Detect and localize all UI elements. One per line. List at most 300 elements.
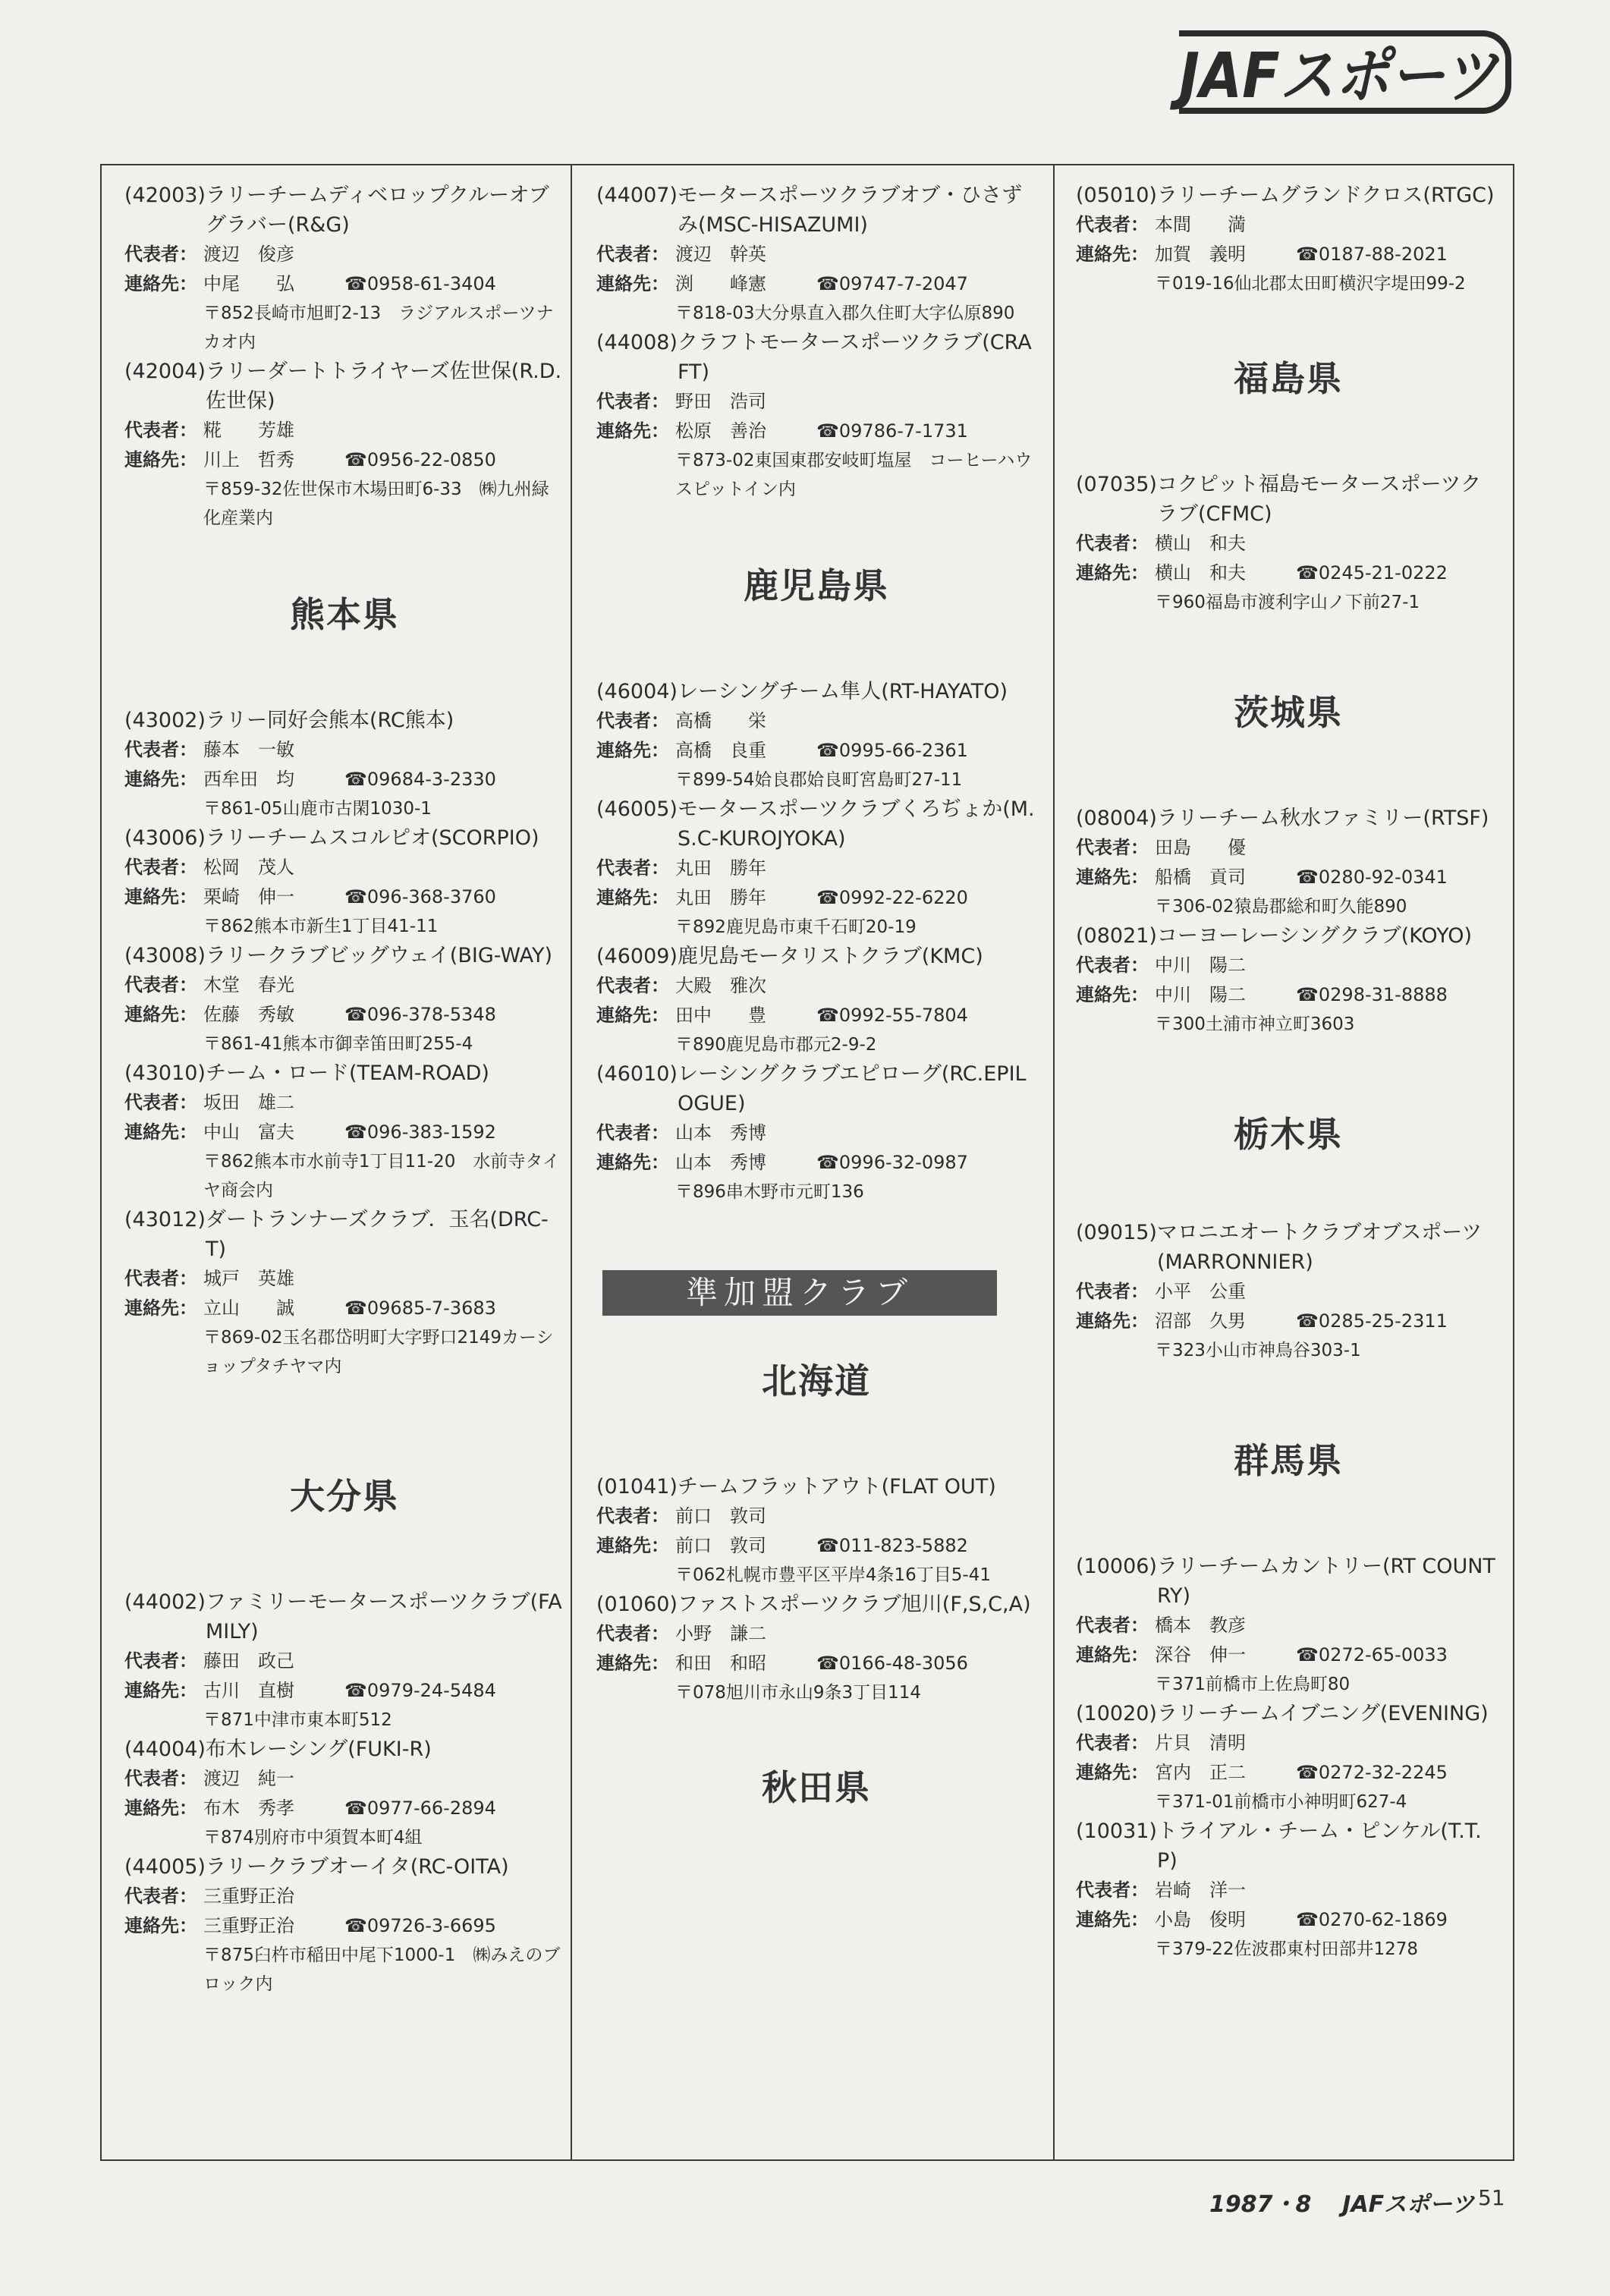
representative-label: 代表者：: [1076, 955, 1149, 976]
representative-row: [1076, 951, 1501, 980]
club-entry-header: [124, 941, 564, 970]
club-entry-header: [124, 1205, 564, 1264]
representative-row: [1076, 1611, 1501, 1640]
representative-label: 代表者：: [596, 710, 669, 731]
representative-row: [124, 735, 564, 765]
entry-list: [124, 181, 564, 533]
phone-number: ☎09747-7-2047: [816, 273, 968, 294]
contact-name: 川上 哲秀: [203, 449, 294, 470]
contact-name: 三重野正治: [203, 1915, 294, 1936]
prefecture-heading-gunma: 群馬県: [1234, 1440, 1343, 1481]
club-name: 鹿児島モータリストクラブ(KMC): [677, 945, 983, 968]
club-entry-header: [124, 823, 564, 853]
phone-number: ☎0270-62-1869: [1296, 1909, 1448, 1930]
phone-number: ☎0166-48-3056: [816, 1653, 968, 1674]
club-entry-header: [124, 1587, 564, 1647]
contact-row: [596, 269, 1036, 299]
contact-name: 山本 秀博: [675, 1152, 766, 1173]
phone-number: ☎0996-32-0987: [816, 1152, 968, 1173]
representative-row: [124, 240, 564, 269]
club-name: モータースポーツクラブオブ・ひさずみ(MSC-HISAZUMI): [677, 184, 1023, 237]
contact-name: 丸田 勝年: [675, 887, 766, 908]
representative-name: 高橋 栄: [675, 710, 766, 731]
club-entry-header: [124, 357, 564, 416]
contact-row: [1076, 863, 1501, 892]
contact-label: 連絡先：: [1076, 1644, 1149, 1665]
representative-row: [124, 1882, 564, 1911]
column-1: [124, 181, 564, 1999]
phone-number: ☎0958-61-3404: [344, 273, 496, 294]
club-address: 〒323小山市神鳥谷303-1: [1155, 1341, 1361, 1360]
representative-label: 代表者：: [596, 1122, 669, 1143]
club-entry-header: [124, 181, 564, 240]
representative-name: 横山 和夫: [1155, 533, 1246, 554]
contact-row: [1076, 558, 1501, 588]
club-address: 〒960福島市渡利字山ノ下前27-1: [1155, 593, 1420, 612]
club-address: 〒869-02玉名郡岱明町大字野口2149カーショップタチヤマ内: [203, 1328, 554, 1376]
representative-name: 中川 陽二: [1155, 955, 1246, 976]
representative-row: [596, 1118, 1036, 1148]
entry-list: [1076, 1552, 1501, 1964]
club-entry-header: [596, 1059, 1036, 1118]
club-entry-header: [596, 1590, 1036, 1619]
phone-number: ☎0992-55-7804: [816, 1005, 968, 1026]
contact-label: 連絡先：: [1076, 984, 1149, 1005]
contact-name: 中山 富夫: [203, 1121, 294, 1143]
club-address: 〒306-02猿島郡総和町久能890: [1155, 897, 1407, 917]
club-entry-header: [596, 794, 1036, 854]
representative-name: 岩崎 洋一: [1155, 1879, 1246, 1901]
club-entry: [1076, 804, 1501, 921]
representative-label: 代表者：: [124, 1268, 197, 1289]
representative-label: 代表者：: [596, 1505, 669, 1527]
club-code: (46004): [596, 680, 678, 703]
representative-name: 三重野正治: [203, 1886, 294, 1907]
column-divider: [571, 165, 572, 2159]
representative-name: 丸田 勝年: [675, 857, 766, 879]
club-entry: [124, 1735, 564, 1852]
representative-label: 代表者：: [124, 739, 197, 760]
representative-row: [124, 970, 564, 1000]
phone-number: ☎0979-24-5484: [344, 1680, 496, 1701]
representative-label: 代表者：: [596, 975, 669, 996]
contact-name: 高橋 良重: [675, 740, 766, 761]
contact-row: [1076, 1640, 1501, 1670]
prefecture-heading-fukushima: 福島県: [1234, 358, 1343, 399]
contact-name: 前口 敦司: [675, 1535, 766, 1556]
phone-number: ☎0280-92-0341: [1296, 867, 1448, 888]
club-code: (10031): [1076, 1820, 1157, 1843]
club-address: 〒892鹿児島市東千石町20-19: [675, 917, 917, 937]
contact-name: 西牟田 均: [203, 769, 294, 790]
contact-label: 連絡先：: [596, 1653, 669, 1674]
contact-name: 渕 峰憲: [675, 273, 766, 294]
representative-name: 野田 浩司: [675, 391, 766, 412]
contact-row: [596, 736, 1036, 766]
contact-label: 連絡先：: [1076, 1762, 1149, 1783]
club-entry: [1076, 1552, 1501, 1699]
representative-name: 木堂 春光: [203, 974, 294, 995]
representative-name: 城戸 英雄: [203, 1268, 294, 1289]
prefecture-heading-kumamoto: 熊本県: [290, 594, 399, 635]
club-code: (43008): [124, 944, 206, 967]
club-name: コーヨーレーシングクラブ(KOYO): [1156, 924, 1473, 948]
club-name: ラリーチームカントリー(RT COUNTRY): [1156, 1555, 1495, 1608]
contact-label: 連絡先：: [1076, 1310, 1149, 1332]
contact-name: 布木 秀孝: [203, 1797, 294, 1819]
phone-number: ☎0285-25-2311: [1296, 1310, 1448, 1332]
representative-row: [596, 1619, 1036, 1649]
club-entry-header: [124, 1735, 564, 1764]
club-address: 〒078旭川市永山9条3丁目114: [675, 1683, 922, 1703]
club-code: (46009): [596, 945, 678, 968]
prefecture-heading-kagoshima: 鹿児島県: [744, 565, 889, 606]
club-entry: [596, 1059, 1036, 1206]
club-entry: [596, 1472, 1036, 1590]
club-address: 〒861-05山鹿市古閑1030-1: [203, 799, 432, 819]
entry-list: [1076, 804, 1501, 1039]
club-name: ラリーチームスコルピオ(SCORPIO): [205, 826, 539, 850]
contact-label: 連絡先：: [1076, 867, 1149, 888]
club-entry-header: [1076, 1816, 1501, 1876]
club-address: 〒859-32佐世保市木場田町6-33 ㈱九州緑化産業内: [203, 480, 549, 528]
contact-row: [124, 1676, 564, 1706]
contact-label: 連絡先：: [596, 420, 669, 442]
representative-label: 代表者：: [1076, 1281, 1149, 1302]
contact-row: [1076, 1905, 1501, 1935]
club-name: モータースポーツクラブくろぢょか(M.S.C-KUROJYOKA): [677, 797, 1035, 851]
representative-label: 代表者：: [596, 857, 669, 879]
club-name: ラリーチーム秋水ファミリー(RTSF): [1156, 807, 1489, 830]
club-name: チーム・ロード(TEAM-ROAD): [205, 1062, 489, 1085]
representative-label: 代表者：: [124, 1886, 197, 1907]
phone-number: ☎09685-7-3683: [344, 1297, 496, 1319]
club-code: (42004): [124, 360, 206, 383]
phone-number: ☎096-378-5348: [344, 1004, 496, 1025]
club-address: 〒818-03大分県直入郡久住町大字仏原890: [675, 304, 1015, 323]
representative-name: 田島 優: [1155, 837, 1246, 858]
representative-name: 大殿 雅次: [675, 975, 766, 996]
club-code: (08021): [1076, 924, 1157, 948]
club-code: (44007): [596, 184, 678, 207]
club-code: (44005): [124, 1855, 206, 1879]
contact-label: 連絡先：: [596, 740, 669, 761]
contact-name: 横山 和夫: [1155, 562, 1246, 583]
club-code: (44004): [124, 1738, 206, 1761]
phone-number: ☎0956-22-0850: [344, 449, 496, 470]
contact-label: 連絡先：: [124, 1797, 197, 1819]
club-address: 〒861-41熊本市御幸笛田町255-4: [203, 1034, 473, 1054]
club-entry: [596, 1590, 1036, 1707]
contact-name: 立山 誠: [203, 1297, 294, 1319]
club-entry: [1076, 470, 1501, 617]
club-address: 〒871中津市東本町512: [203, 1710, 392, 1730]
club-name: ラリー同好会熊本(RC熊本): [205, 709, 454, 732]
representative-name: 渡辺 俊彦: [203, 244, 294, 265]
phone-number: ☎0298-31-8888: [1296, 984, 1448, 1005]
contact-label: 連絡先：: [596, 1005, 669, 1026]
representative-name: 藤本 一敏: [203, 739, 294, 760]
representative-label: 代表者：: [1076, 837, 1149, 858]
phone-number: ☎0977-66-2894: [344, 1797, 496, 1819]
club-address: 〒899-54姶良郡姶良町宮島町27-11: [675, 770, 963, 790]
contact-name: 宮内 正二: [1155, 1762, 1246, 1783]
column-divider: [1053, 165, 1055, 2159]
representative-name: 渡辺 幹英: [675, 244, 766, 265]
club-address: 〒019-16仙北郡太田町横沢字堤田99-2: [1155, 274, 1466, 294]
representative-name: 坂田 雄二: [203, 1092, 294, 1113]
phone-number: ☎011-823-5882: [816, 1535, 968, 1556]
contact-label: 連絡先：: [1076, 562, 1149, 583]
contact-label: 連絡先：: [124, 1680, 197, 1701]
club-entry: [124, 706, 564, 823]
prefecture-heading-ibaraki: 茨城県: [1234, 692, 1343, 733]
contact-row: [124, 1118, 564, 1147]
representative-row: [1076, 1277, 1501, 1307]
contact-name: 船橋 貢司: [1155, 867, 1246, 888]
club-name: ファストスポーツクラブ旭川(F,S,C,A): [677, 1593, 1031, 1616]
entry-list: [1076, 1218, 1501, 1365]
club-entry: [596, 942, 1036, 1059]
contact-name: 加賀 義明: [1155, 244, 1246, 265]
entry-list: [596, 677, 1036, 1206]
representative-label: 代表者：: [124, 420, 197, 441]
representative-label: 代表者：: [1076, 533, 1149, 554]
contact-name: 佐藤 秀敏: [203, 1004, 294, 1025]
club-entry-header: [596, 942, 1036, 971]
representative-label: 代表者：: [124, 1768, 197, 1789]
club-code: (44002): [124, 1590, 206, 1614]
issue-date: 1987・8: [1209, 2191, 1312, 2218]
phone-number: ☎09684-3-2330: [344, 769, 496, 790]
club-entry-header: [1076, 470, 1501, 529]
representative-row: [1076, 1728, 1501, 1758]
club-entry-header: [124, 1852, 564, 1882]
entry-list: [1076, 181, 1501, 298]
club-code: (43012): [124, 1208, 206, 1231]
club-entry: [1076, 1699, 1501, 1816]
jaf-sports-logo: [1156, 27, 1511, 117]
club-entry-header: [1076, 1552, 1501, 1611]
club-entry-header: [1076, 1218, 1501, 1277]
contact-row: [596, 1531, 1036, 1561]
contact-name: 古川 直樹: [203, 1680, 294, 1701]
club-name: ラリーチームディベロップクルーオブグラバー(R&G): [205, 184, 549, 237]
contact-row: [124, 269, 564, 299]
phone-number: ☎0245-21-0222: [1296, 562, 1448, 583]
club-entry: [596, 794, 1036, 942]
contact-label: 連絡先：: [124, 886, 197, 907]
representative-row: [596, 706, 1036, 736]
club-name: 布木レーシング(FUKI-R): [205, 1738, 432, 1761]
representative-row: [124, 1764, 564, 1794]
representative-row: [596, 1502, 1036, 1531]
contact-label: 連絡先：: [596, 273, 669, 294]
club-address: 〒874別府市中須賀本町4組: [203, 1828, 423, 1848]
club-entry: [124, 181, 564, 357]
representative-row: [1076, 529, 1501, 558]
contact-row: [124, 1911, 564, 1941]
phone-number: ☎0995-66-2361: [816, 740, 968, 761]
representative-name: 松岡 茂人: [203, 857, 294, 878]
contact-row: [1076, 240, 1501, 269]
contact-label: 連絡先：: [596, 887, 669, 908]
club-entry-header: [1076, 804, 1501, 833]
club-entry: [1076, 181, 1501, 298]
club-entry-header: [596, 677, 1036, 706]
representative-label: 代表者：: [596, 1623, 669, 1644]
club-address: 〒862熊本市新生1丁目41-11: [203, 917, 439, 936]
club-list-frame: [100, 164, 1514, 2161]
club-name: ラリーチームイブニング(EVENING): [1156, 1702, 1489, 1725]
phone-number: ☎09726-3-6695: [344, 1915, 496, 1936]
contact-label: 連絡先：: [1076, 244, 1149, 265]
phone-number: ☎09786-7-1731: [816, 420, 968, 442]
contact-label: 連絡先：: [124, 273, 197, 294]
contact-row: [124, 1000, 564, 1030]
representative-name: 本間 満: [1155, 214, 1246, 235]
contact-name: 深谷 伸一: [1155, 1644, 1246, 1665]
contact-label: 連絡先：: [124, 1121, 197, 1143]
contact-label: 連絡先：: [124, 1297, 197, 1319]
club-entry: [1076, 1816, 1501, 1964]
entry-list: [596, 181, 1036, 504]
club-code: (01060): [596, 1593, 678, 1616]
contact-label: 連絡先：: [124, 1915, 197, 1936]
club-entry-header: [124, 706, 564, 735]
club-entry: [596, 181, 1036, 328]
club-name: マロニエオートクラブオブスポーツ(MARRONNIER): [1156, 1221, 1483, 1274]
contact-row: [124, 1794, 564, 1823]
club-address: 〒371前橋市上佐鳥町80: [1155, 1675, 1351, 1694]
club-name: コクピット福島モータースポーツクラブ(CFMC): [1156, 473, 1482, 526]
representative-name: 片貝 清明: [1155, 1732, 1246, 1753]
club-code: (05010): [1076, 184, 1157, 207]
club-code: (46005): [596, 797, 678, 821]
prefecture-heading-hokkaido: 北海道: [762, 1360, 871, 1401]
representative-name: 糀 芳雄: [203, 420, 294, 441]
representative-label: 代表者：: [124, 1650, 197, 1672]
representative-name: 小平 公重: [1155, 1281, 1246, 1302]
contact-row: [596, 1649, 1036, 1678]
club-address: 〒852長崎市旭町2-13 ラジアルスポーツナカオ内: [203, 304, 554, 352]
representative-row: [596, 854, 1036, 883]
phone-number: ☎0187-88-2021: [1296, 244, 1448, 265]
club-name: クラフトモータースポーツクラブ(CRAFT): [677, 331, 1032, 384]
contact-row: [1076, 1307, 1501, 1336]
club-address: 〒379-22佐波郡東村田部井1278: [1155, 1939, 1418, 1959]
club-name: ラリークラブオーイタ(RC-OITA): [205, 1855, 509, 1879]
phone-number: ☎0272-65-0033: [1296, 1644, 1448, 1665]
club-name: レーシングクラブエピローグ(RC.EPILOGUE): [677, 1062, 1027, 1115]
club-address: 〒896串木野市元町136: [675, 1182, 864, 1202]
contact-name: 中川 陽二: [1155, 984, 1246, 1005]
prefecture-heading-akita: 秋田県: [762, 1767, 871, 1808]
representative-row: [124, 1264, 564, 1294]
club-code: (43006): [124, 826, 206, 850]
club-address: 〒300土浦市神立町3603: [1155, 1014, 1355, 1034]
representative-name: 藤田 政己: [203, 1650, 294, 1672]
club-name: チームフラットアウト(FLAT OUT): [677, 1475, 996, 1499]
representative-row: [596, 387, 1036, 417]
club-entry: [124, 1587, 564, 1735]
club-code: (07035): [1076, 473, 1157, 496]
contact-row: [596, 1001, 1036, 1030]
footer-logo: JAFスポーツ: [1342, 2191, 1474, 2218]
club-entry-header: [596, 181, 1036, 240]
contact-label: 連絡先：: [124, 769, 197, 790]
club-entry-header: [596, 328, 1036, 387]
club-name: ラリークラブビッグウェイ(BIG-WAY): [205, 944, 553, 967]
club-name: ダートランナーズクラブ．玉名(DRC-T): [205, 1208, 549, 1261]
contact-name: 田中 豊: [675, 1005, 766, 1026]
contact-row: [124, 1294, 564, 1323]
club-code: (08004): [1076, 807, 1157, 830]
club-entry-header: [1076, 1699, 1501, 1728]
phone-number: ☎096-368-3760: [344, 886, 496, 907]
contact-name: 栗崎 伸一: [203, 886, 294, 907]
club-address: 〒862熊本市水前寺1丁目11-20 水前寺タイヤ商会内: [203, 1152, 560, 1200]
club-entry-header: [1076, 181, 1501, 210]
contact-label: 連絡先：: [1076, 1909, 1149, 1930]
representative-label: 代表者：: [124, 1092, 197, 1113]
club-code: (43002): [124, 709, 206, 732]
representative-name: 前口 敦司: [675, 1505, 766, 1527]
contact-name: 中尾 弘: [203, 273, 294, 294]
representative-row: [596, 240, 1036, 269]
entry-list: [124, 1587, 564, 1999]
club-entry-header: [1076, 921, 1501, 951]
club-entry: [124, 1205, 564, 1381]
club-entry: [1076, 1218, 1501, 1365]
representative-label: 代表者：: [1076, 1615, 1149, 1636]
contact-name: 松原 善治: [675, 420, 766, 442]
club-entry: [124, 1852, 564, 1999]
prefecture-heading-tochigi: 栃木県: [1234, 1114, 1343, 1155]
phone-number: ☎0992-22-6220: [816, 887, 968, 908]
representative-row: [596, 971, 1036, 1001]
prefecture-heading-oita: 大分県: [290, 1476, 399, 1517]
club-entry: [124, 1058, 564, 1205]
contact-row: [124, 445, 564, 475]
club-code: (43010): [124, 1062, 206, 1085]
club-address: 〒890鹿児島市郡元2-9-2: [675, 1035, 877, 1055]
contact-row: [124, 765, 564, 794]
column-2: [596, 181, 1036, 1810]
phone-number: ☎0272-32-2245: [1296, 1762, 1448, 1783]
club-name: トライアル・チーム・ピンケル(T.T.P): [1156, 1820, 1482, 1873]
club-entry-header: [596, 1472, 1036, 1502]
representative-row: [124, 1647, 564, 1676]
representative-label: 代表者：: [596, 391, 669, 412]
club-entry: [124, 941, 564, 1058]
club-address: 〒875臼杵市稲田中尾下1000-1 ㈱みえのブロック内: [203, 1945, 561, 1994]
club-code: (01041): [596, 1475, 678, 1499]
club-name: ファミリーモータースポーツクラブ(FAMILY): [205, 1590, 562, 1643]
club-code: (42003): [124, 184, 206, 207]
contact-label: 連絡先：: [596, 1152, 669, 1173]
logo-text: JAFスポーツ: [1169, 40, 1500, 112]
contact-label: 連絡先：: [124, 1004, 197, 1025]
club-code: (44008): [596, 331, 678, 354]
club-entry: [596, 677, 1036, 794]
representative-label: 代表者：: [124, 244, 197, 265]
representative-label: 代表者：: [1076, 1732, 1149, 1753]
club-address: 〒873-02東国東郡安岐町塩屋 コーヒーハウスピットイン内: [675, 451, 1033, 499]
club-code: (10020): [1076, 1702, 1157, 1725]
column-3: [1076, 181, 1501, 1964]
entry-list: [124, 706, 564, 1381]
